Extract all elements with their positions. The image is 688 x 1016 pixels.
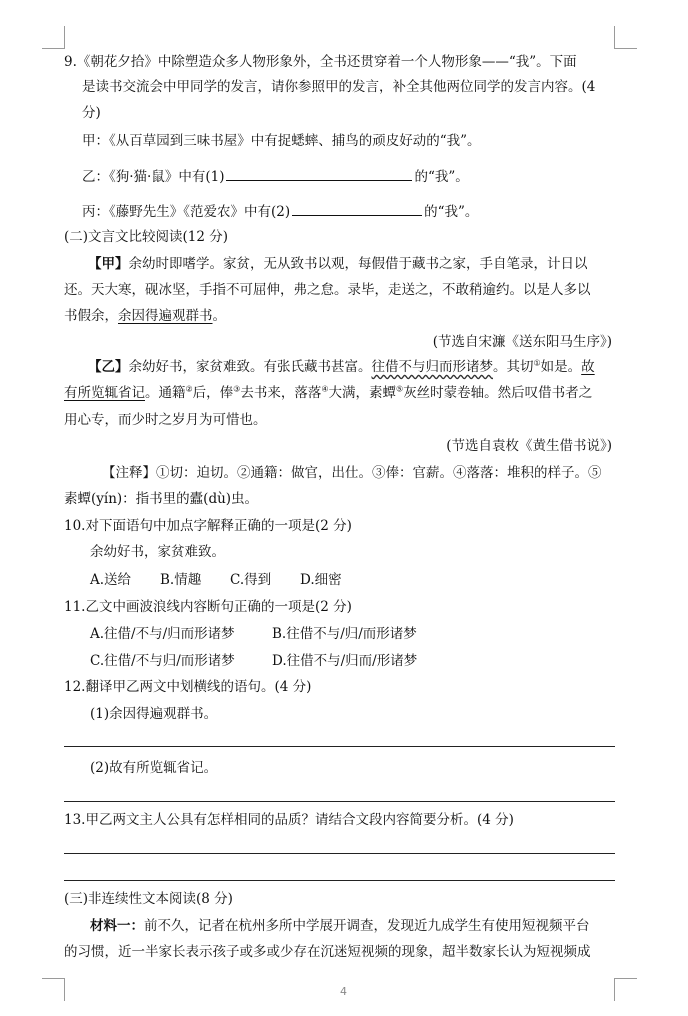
q10-option-c[interactable]: C.得到 (230, 572, 272, 588)
q10-option-b[interactable]: B.情趣 (160, 572, 202, 588)
note-ref-2: ② (185, 384, 193, 394)
q9-blank-1[interactable] (226, 166, 412, 181)
crop-mark-bottom-left (42, 978, 65, 1001)
q10-option-a[interactable]: A.送给 (90, 572, 132, 588)
jia-line-2: 还。天大寒，砚冰坚，手指不可屈伸，弗之怠。录毕，走送之，不敢稍逾约。以是人多以 (64, 282, 591, 298)
yi-text-2c: 去书来，落落 (240, 385, 322, 401)
note-ref-4: ④ (321, 384, 329, 394)
q9-bing-prefix: 丙：《藤野先生》《范爱农》中有(2) (82, 204, 291, 220)
jia-line-3 (64, 306, 226, 326)
q9-line-1: 9.《朝花夕拾》中除塑造众多人物形象外，全书还贯穿着一个人物形象——“我”。下面 (64, 54, 577, 70)
q9-line-2: 是读书交流会中甲同学的发言，请你参照甲的发言，补全其他两位同学的发言内容。(4 (82, 79, 596, 95)
notes-line-2: 素蟫(yín)：指书里的蠹(dù)虫。 (64, 491, 259, 507)
crop-mark-top-right (614, 26, 637, 49)
q12-answer-line-2[interactable] (64, 801, 615, 802)
q13-answer-line-2[interactable] (64, 880, 615, 881)
q11-stem: 11.乙文中画波浪线内容断句正确的一项是(2 分) (64, 599, 352, 615)
jia-text-1: 余幼时即嗜学。家贫，无从致书以观，每假借于藏书之家，手自笔录，计日以 (128, 256, 588, 272)
q13-stem: 13.甲乙两文主人公具有怎样相同的品质？请结合文段内容简要分析。(4 分) (64, 812, 514, 828)
note-ref-1: ① (533, 358, 541, 368)
q9-bing (82, 201, 478, 222)
yi-text-2d: 大满，素蟫 (328, 385, 397, 401)
q10-stem: 10.对下面语句中加点字解释正确的一项是(2 分) (64, 518, 352, 534)
yi-line-3: 用心专，而少时之岁月为可惜也。 (64, 412, 267, 428)
material1-text-1: 前不久，记者在杭州多所中学展开调查，发现近九成学生有使用短视频平台 (144, 918, 590, 934)
q9-blank-2[interactable] (292, 201, 422, 216)
q9-yi-prefix: 乙：《狗·猫·鼠》中有(1) (82, 169, 225, 185)
yi-text-2e: 灰丝时蒙卷轴。然后叹借书者之 (403, 385, 593, 401)
q12-stem: 12.翻译甲乙两文中划横线的语句。(4 分) (64, 679, 312, 695)
material1-line-1 (90, 916, 590, 936)
notes-line-1: 【注释】①切：迫切。②通籍：做官，出仕。③俸：官薪。④落落：堆积的样子。⑤ (102, 465, 602, 481)
jia-line-1 (88, 254, 588, 274)
page-number: 4 (340, 985, 347, 998)
q12-item-1: (1)余因得遍观群书。 (90, 706, 218, 722)
note-ref-3: ③ (233, 384, 241, 394)
q10-sentence: 余幼好书，家贫难致。 (90, 544, 225, 560)
crop-mark-bottom-right (614, 978, 637, 1001)
note-ref-5: ⑤ (396, 384, 404, 394)
yi-line-2 (64, 383, 592, 403)
q11-option-a[interactable]: A.往借/不与/归而形诸梦 (90, 626, 235, 642)
jia-text-3b: 。 (212, 308, 226, 324)
q9-jia: 甲：《从百草园到三味书屋》中有捉蟋蟀、捕鸟的顽皮好动的“我”。 (82, 133, 481, 149)
q11-option-c[interactable]: C.往借/不与归/而形诸梦 (90, 653, 235, 669)
q12-item-2: (2)故有所览辄省记。 (90, 760, 218, 776)
jia-text-3a: 书假余， (64, 308, 118, 324)
material1-label: 材料一： (90, 918, 144, 934)
yi-text-1c: 如是。 (540, 359, 582, 375)
section3-title: (三)非连续性文本阅读(8 分) (64, 891, 233, 907)
q10-option-d[interactable]: D.细密 (300, 572, 342, 588)
yi-wavy-sentence: 往借不与归而形诸梦 (371, 359, 493, 375)
jia-underlined-sentence: 余因得遍观群书 (118, 308, 213, 324)
q12-answer-line-1[interactable] (64, 746, 615, 747)
yi-text-1a: 余幼好书，家贫难致。有张氏藏书甚富。 (128, 359, 372, 375)
yi-underlined-start: 故 (581, 359, 595, 375)
yi-text-1b: 。其切 (493, 359, 534, 375)
q10-options (90, 570, 342, 590)
yi-text-2b: 后，俸 (192, 385, 234, 401)
q9-yi (82, 166, 469, 187)
q11-option-b[interactable]: B.往借不与/归/而形诸梦 (272, 626, 417, 642)
section2-title: (二)文言文比较阅读(12 分) (64, 229, 229, 245)
jia-label: 【甲】 (88, 256, 129, 272)
yi-line-1 (88, 357, 595, 377)
yi-text-2a: 。通籍 (145, 385, 186, 401)
crop-mark-top-left (42, 26, 65, 49)
q9-bing-suffix: 的“我”。 (424, 204, 479, 220)
yi-label: 【乙】 (88, 359, 129, 375)
q9-yi-suffix: 的“我”。 (414, 169, 469, 185)
q9-line-3: 分) (82, 105, 101, 121)
q13-answer-line-1[interactable] (64, 853, 615, 854)
q11-option-d[interactable]: D.往借不与/归而/形诸梦 (272, 653, 418, 669)
jia-source: (节选自宋濂《送东阳马生序》) (432, 334, 612, 350)
material1-line-2: 的习惯，近一半家长表示孩子或多或少存在沉迷短视频的现象，超半数家长认为短视频成 (64, 944, 591, 960)
yi-source: (节选自袁枚《黄生借书说》) (446, 438, 612, 454)
yi-underlined-sentence: 有所览辄省记 (64, 385, 145, 401)
